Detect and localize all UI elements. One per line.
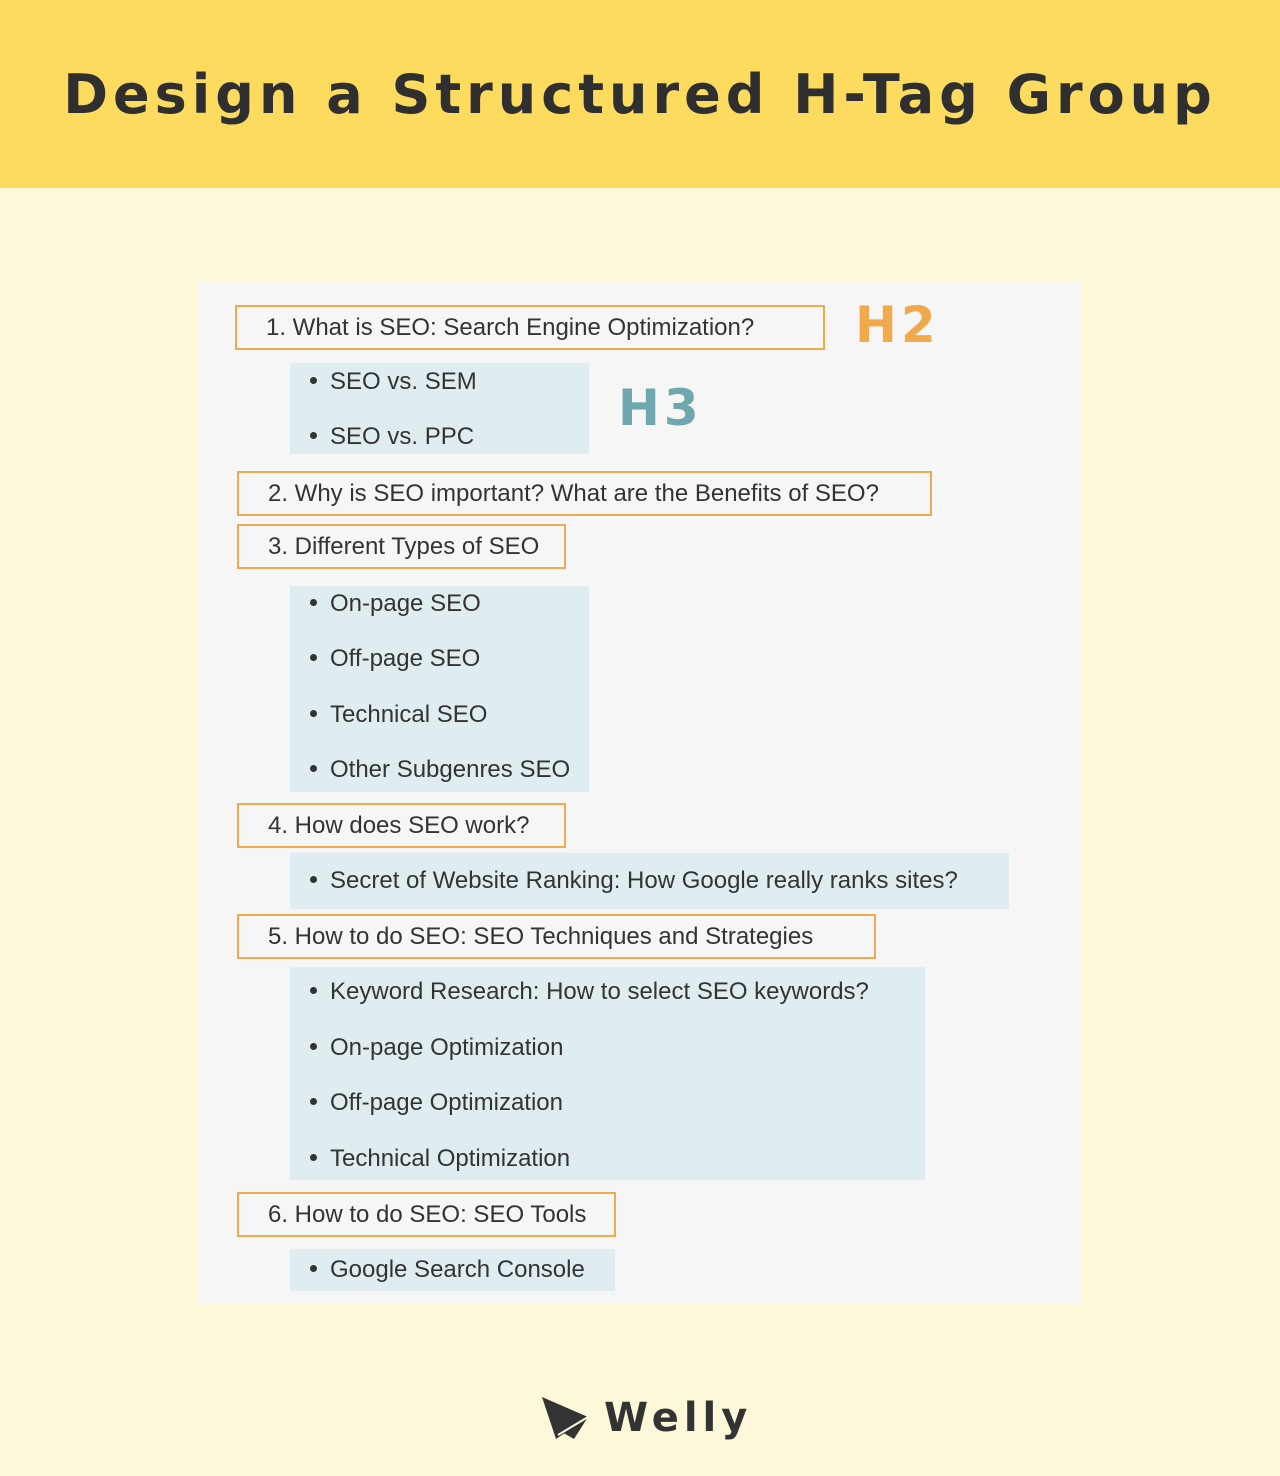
h2-heading: 3. Different Types of SEO: [237, 524, 566, 569]
h3-item: On-page Optimization: [310, 1034, 563, 1062]
h3-item: Technical Optimization: [310, 1145, 570, 1173]
bullet-icon: [310, 1098, 317, 1105]
bullet-icon: [310, 710, 317, 717]
bullet-icon: [310, 1154, 317, 1161]
h3-group: [290, 967, 925, 1180]
h2-heading: 6. How to do SEO: SEO Tools: [237, 1192, 616, 1237]
h3-item: Off-page SEO: [310, 645, 480, 673]
h3-group: [290, 586, 589, 792]
h2-heading: 2. Why is SEO important? What are the Benefits of SEO?: [237, 471, 932, 516]
h2-label: H2: [855, 296, 940, 354]
welly-logo: [540, 1395, 752, 1441]
h3-item: Technical SEO: [310, 701, 487, 729]
bullet-icon: [310, 765, 317, 772]
h3-item: On-page SEO: [310, 590, 481, 618]
bullet-icon: [310, 1265, 317, 1272]
h3-item: Other Subgenres SEO: [310, 756, 570, 784]
h2-heading: 5. How to do SEO: SEO Techniques and Strategies: [237, 914, 876, 959]
h3-item: Off-page Optimization: [310, 1089, 563, 1117]
bullet-icon: [310, 377, 317, 384]
h3-item: Secret of Website Ranking: How Google really ranks sites?: [310, 867, 958, 895]
h3-group: [290, 853, 1009, 909]
h3-item: SEO vs. SEM: [310, 368, 477, 396]
page-title: Design a Structured H-Tag Group: [63, 62, 1217, 126]
bullet-icon: [310, 654, 317, 661]
header-banner: [0, 0, 1280, 188]
h3-item: SEO vs. PPC: [310, 423, 474, 451]
h3-label: H3: [618, 379, 703, 437]
h2-heading: 4. How does SEO work?: [237, 803, 566, 848]
h3-group: [290, 363, 589, 454]
h3-group: [290, 1249, 615, 1291]
bullet-icon: [310, 432, 317, 439]
h3-item: Keyword Research: How to select SEO keywords?: [310, 978, 869, 1006]
bullet-icon: [310, 1043, 317, 1050]
bullet-icon: [310, 599, 317, 606]
h2-heading: 1. What is SEO: Search Engine Optimization?: [235, 305, 825, 350]
paper-plane-icon: [540, 1395, 590, 1441]
bullet-icon: [310, 876, 317, 883]
bullet-icon: [310, 987, 317, 994]
h3-item: Google Search Console: [310, 1256, 585, 1284]
brand-name: Welly: [604, 1395, 753, 1441]
